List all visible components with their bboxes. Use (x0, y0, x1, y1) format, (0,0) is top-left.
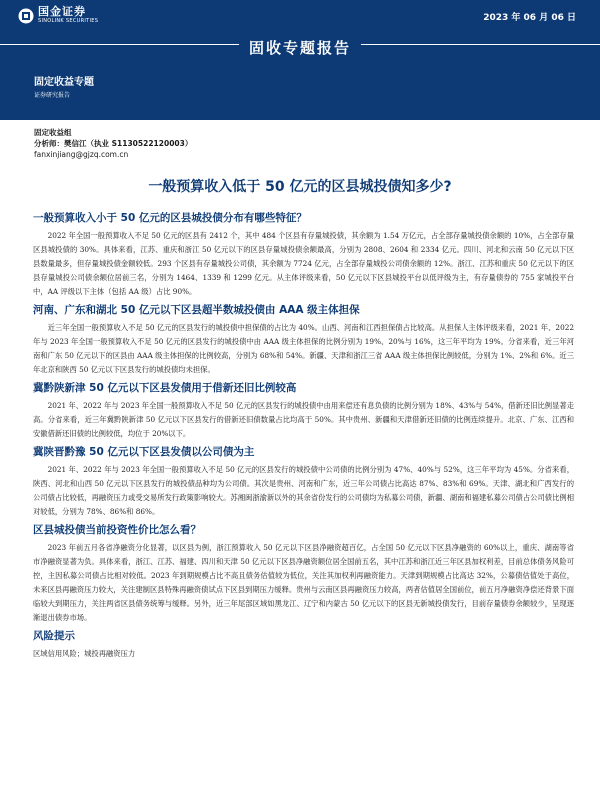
analyst-name: 分析师：樊信江（执业 S1130522120003） (34, 139, 193, 148)
page-title: 一般预算收入低于 50 亿元的区县城投债知多少? (148, 179, 452, 195)
report-subcategory: 证券研究报告 (34, 92, 71, 99)
section-paragraph: 近三年全国一般预算收入不足 50 亿元的区县发行的城投债中担保债的占比为 40%。山西、河南和江西担保债占比较高。从担保人主体评级来看，2021 年、2022 年与 2023 年全国一般预算收入不足 50 亿元的区县发行的城投债中由 AAA 级主体担保的比例分别为 19%、20%与 16%，这三年平均为 19%。分省来看，近三年河南和广东 50 亿元以下的区县由 AAA 级主体担保的比例较高，分别为 68%和 54%。新疆、天津和浙江三省 AAA 级主体担保比例较低，分别为 1%、2%和 6%。近三年北京和陕西 50 亿元以下区县发行的城投债均未担保。 (33, 323, 574, 374)
risk-heading: 风险提示 (33, 630, 75, 642)
risk-paragraph: 区域信用风险；城投再融资压力 (33, 649, 136, 658)
report-category: 固定收益专题 (34, 77, 94, 88)
section-heading: 区县城投债当前投资性价比怎么看？ (33, 524, 201, 536)
analyst-email[interactable]: fanxinjiang@gjzq.com.cn (34, 150, 129, 159)
report-date: 2023 年 06 月 06 日 (483, 13, 576, 23)
section-paragraph: 2022 年全国一般预算收入不足 50 亿元的区县有 2412 个，其中 484 个区县有存量城投债，其余额为 1.54 万亿元，占全部存量城投债余额的 10%，占全部存量区县城投债的 30%。具体来看，江苏、重庆和浙江 50 亿元以下的区县存量城投债余额最高，分别为 2808、2604 和 2334 亿元。四川、河北和云南 50 亿元以下区县数量最多，但存量城投债金额较低。293 个区县有存量城投公司债，其余额为 7724 亿元，占全部存量城投公司债余额的 12%。浙江、江苏和重庆 50 亿元以下的区县存量城投公司债余额位居前三名，分别为 1464、1339 和 1299 亿元。从主体评级来看，50 亿元以下区县城投平台以低评级为主，有存量债券的 755 家城投平台中，AA 评级以下主体（包括 AA 级）占比 90%。 (33, 231, 574, 296)
report-body (33, 211, 574, 665)
brand-name-en: SINOLINK SECURITIES (38, 18, 99, 24)
header-banner (0, 0, 600, 120)
brand-logo (18, 6, 98, 25)
section-paragraph: 2021 年、2022 年与 2023 年全国一般预算收入不足 50 亿元的区县发行的城投债中公司债的比例分别为 47%、40%与 52%，这三年平均为 45%。分省来看，陕西、河北和山西 50 亿元以下区县发行的城投债品种均为公司债。其次是贵州、河南和广东，近三年公司债占比高达 87%、83%和 69%。天津、湖北和广西发行的公司债占比较低，再融资压力或受交易所发行政策影响较大。苏湘闽浙渝新以外的其余省份发行的公司债均为私募公司债，新疆、湖南和福建私募公司债占公司债比例相对较低，分别为 78%、86%和 86%。 (33, 465, 574, 516)
section-paragraph: 2021 年、2022 年与 2023 年全国一般预算收入不足 50 亿元的区县发行的城投债中由用来偿还有息负债的比例分别为 18%、43%与 54%，借新还旧比例显著走高。分省来看，近三年冀黔陕新津 50 亿元以下区县发行的借新还旧债数量占比均高于 50%。其中贵州、新疆和天津借新还旧债的比例连续提升。北京、广东、江西和安徽借新还旧债的比例较低，均位于 20%以下。 (33, 401, 574, 438)
report-type: 固收专题报告 (239, 39, 361, 57)
section-heading: 冀陕晋黔豫 50 亿元以下区县发债以公司债为主 (33, 446, 255, 458)
brand-name-cn: 国金证券 (38, 5, 86, 18)
section-paragraph: 2023 年前五月各省净融资分化显著，以区县为例，浙江预算收入 50 亿元以下区县净融资超百亿，占全国 50 亿元以下区县净融资的 60%以上，重庆、湖南等省市净融资显著为负。具体来看，浙江、江苏、福建、四川和天津 50 亿元以下区县净融资额位居全国前五名，其中江苏和浙江近三年区县加权利差，目前总体债务风险可控，主因私募公司债占比相对较低。2023 年到期规模占比不高且债务估值较为低位，关注其加权利再融资能力。天津到期规模占比高达 32%，公募债估值处于高位，未来区县再融资压力较大，关注建制区县特殊再融资债试点下区县到期压力缓释。贵州与云南区县再融资压力较高，两者估值居全国前位，前五月净融资净偿还背景下面临较大到期压力，关注两省区县债务统筹与缓释。另外，近三年尾部区域如黑龙江、辽宁和内蒙古 50 亿元以下的区县无新城投债发行，目前存量债券余额较少，呈现逐渐退出债券市场。 (33, 543, 574, 622)
report-type-wrap (0, 37, 600, 58)
brand-logo-icon (18, 8, 34, 24)
author-block (34, 127, 192, 160)
author-group: 固定收益组 (34, 128, 72, 137)
section-heading: 一般预算收入小于 50 亿元的区县城投债分布有哪些特征？ (33, 212, 307, 224)
section-heading: 冀黔陕新津 50 亿元以下区县发债用于借新还旧比例较高 (33, 382, 297, 394)
section-heading: 河南、广东和湖北 50 亿元以下区县超半数城投债由 AAA 级主体担保 (33, 304, 360, 316)
